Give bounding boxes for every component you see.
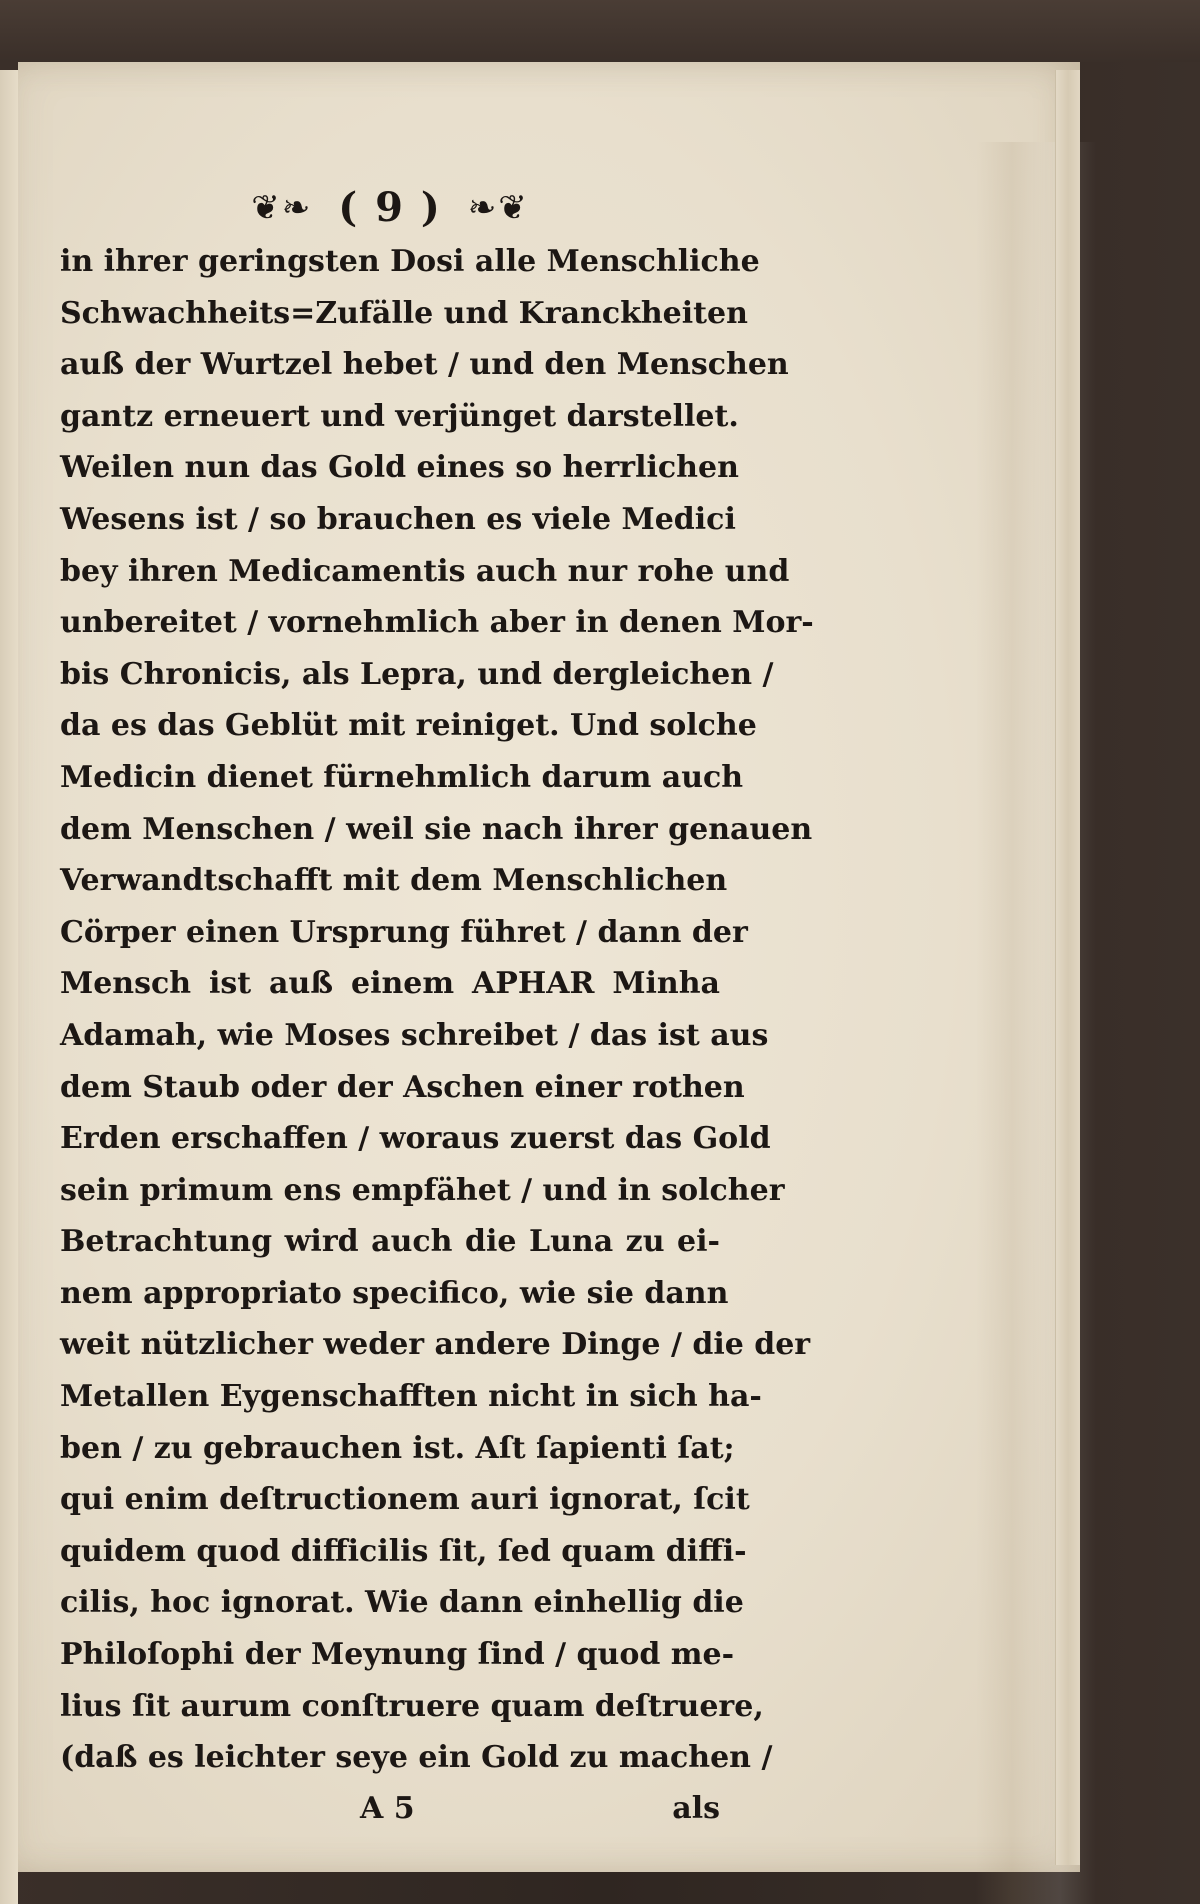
text-line: Mensch ist auß einem APHAR Minha <box>60 966 720 1002</box>
text-line: dem Staub oder der Aschen einer rothen <box>60 1069 745 1105</box>
page-footer <box>60 1784 720 1834</box>
catchword: als <box>672 1790 720 1826</box>
text-line: in ihrer geringsten Dosi alle Menschliche <box>60 244 760 279</box>
page-fore-edge <box>1055 70 1080 1865</box>
text-line: Schwachheits=Zufälle und Kranckheiten <box>60 295 748 331</box>
text-line: gantz erneuert und verjünget darstellet. <box>60 398 739 434</box>
text-line: auß der Wurtzel hebet / und den Menschen <box>60 347 789 383</box>
text-line: da es das Geblüt mit reiniget. Und solche <box>60 708 757 744</box>
text-line: cilis, hoc ignorat. Wie dann einhellig die <box>60 1585 744 1621</box>
text-line: Cörper einen Ursprung führet / dann der <box>60 914 748 950</box>
signature-mark: A 5 <box>360 1790 415 1826</box>
text-line: Erden erschaffen / woraus zuerst das Gold <box>60 1121 771 1157</box>
text-line: dem Menschen / weil sie nach ihrer genauen <box>60 811 813 847</box>
text-line: Metallen Eygenschafften nicht in sich ha- <box>60 1379 762 1415</box>
text-line: Medicin dienet fürnehmlich darum auch <box>60 759 744 795</box>
text-line: lius ſit aurum conſtruere quam deſtruere, <box>60 1688 764 1724</box>
page-number: ( 9 ) <box>338 184 442 231</box>
text-line: qui enim deſtructionem auri ignorat, ſcit <box>60 1482 750 1518</box>
text-line: bis Chronicis, als Lepra, und dergleichen / <box>60 656 774 692</box>
text-line: Betrachtung wird auch die Luna zu ei- <box>60 1224 720 1260</box>
text-line: unbereitet / vornehmlich aber in denen Mor- <box>60 605 814 641</box>
text-line: sein primum ens empfähet / und in solcher <box>60 1172 785 1208</box>
text-line: Adamah, wie Moses schreibet / das ist aus <box>60 1017 769 1053</box>
text-line: ben / zu gebrauchen ist. Aſt ſapienti ſat; <box>60 1430 735 1466</box>
text-line: Philoſophi der Meynung ſind / quod me- <box>60 1637 735 1673</box>
text-line: (daß es leichter seye ein Gold zu machen / <box>60 1740 773 1776</box>
text-line: bey ihren Medicamentis auch nur rohe und <box>60 553 790 589</box>
text-line: nem appropriato specifico, wie sie dann <box>60 1275 729 1311</box>
body-text <box>60 236 814 1784</box>
text-line: weit nützlicher weder andere Dinge / die der <box>60 1327 811 1363</box>
previous-page-edge <box>0 70 18 1904</box>
text-line: quidem quod difficilis ſit, ſed quam diffi- <box>60 1533 747 1569</box>
page-text <box>60 180 814 1834</box>
text-line: Verwandtschafft mit dem Menschlichen <box>60 863 728 899</box>
right-ornament-icon: ❧❦ <box>467 188 529 228</box>
running-header <box>60 180 720 230</box>
left-ornament-icon: ❦❧ <box>251 188 313 228</box>
text-line: Wesens ist / so brauchen es viele Medici <box>60 501 736 537</box>
text-line: Weilen nun das Gold eines so herrlichen <box>60 450 739 486</box>
book-cover-top-edge <box>0 0 1200 62</box>
